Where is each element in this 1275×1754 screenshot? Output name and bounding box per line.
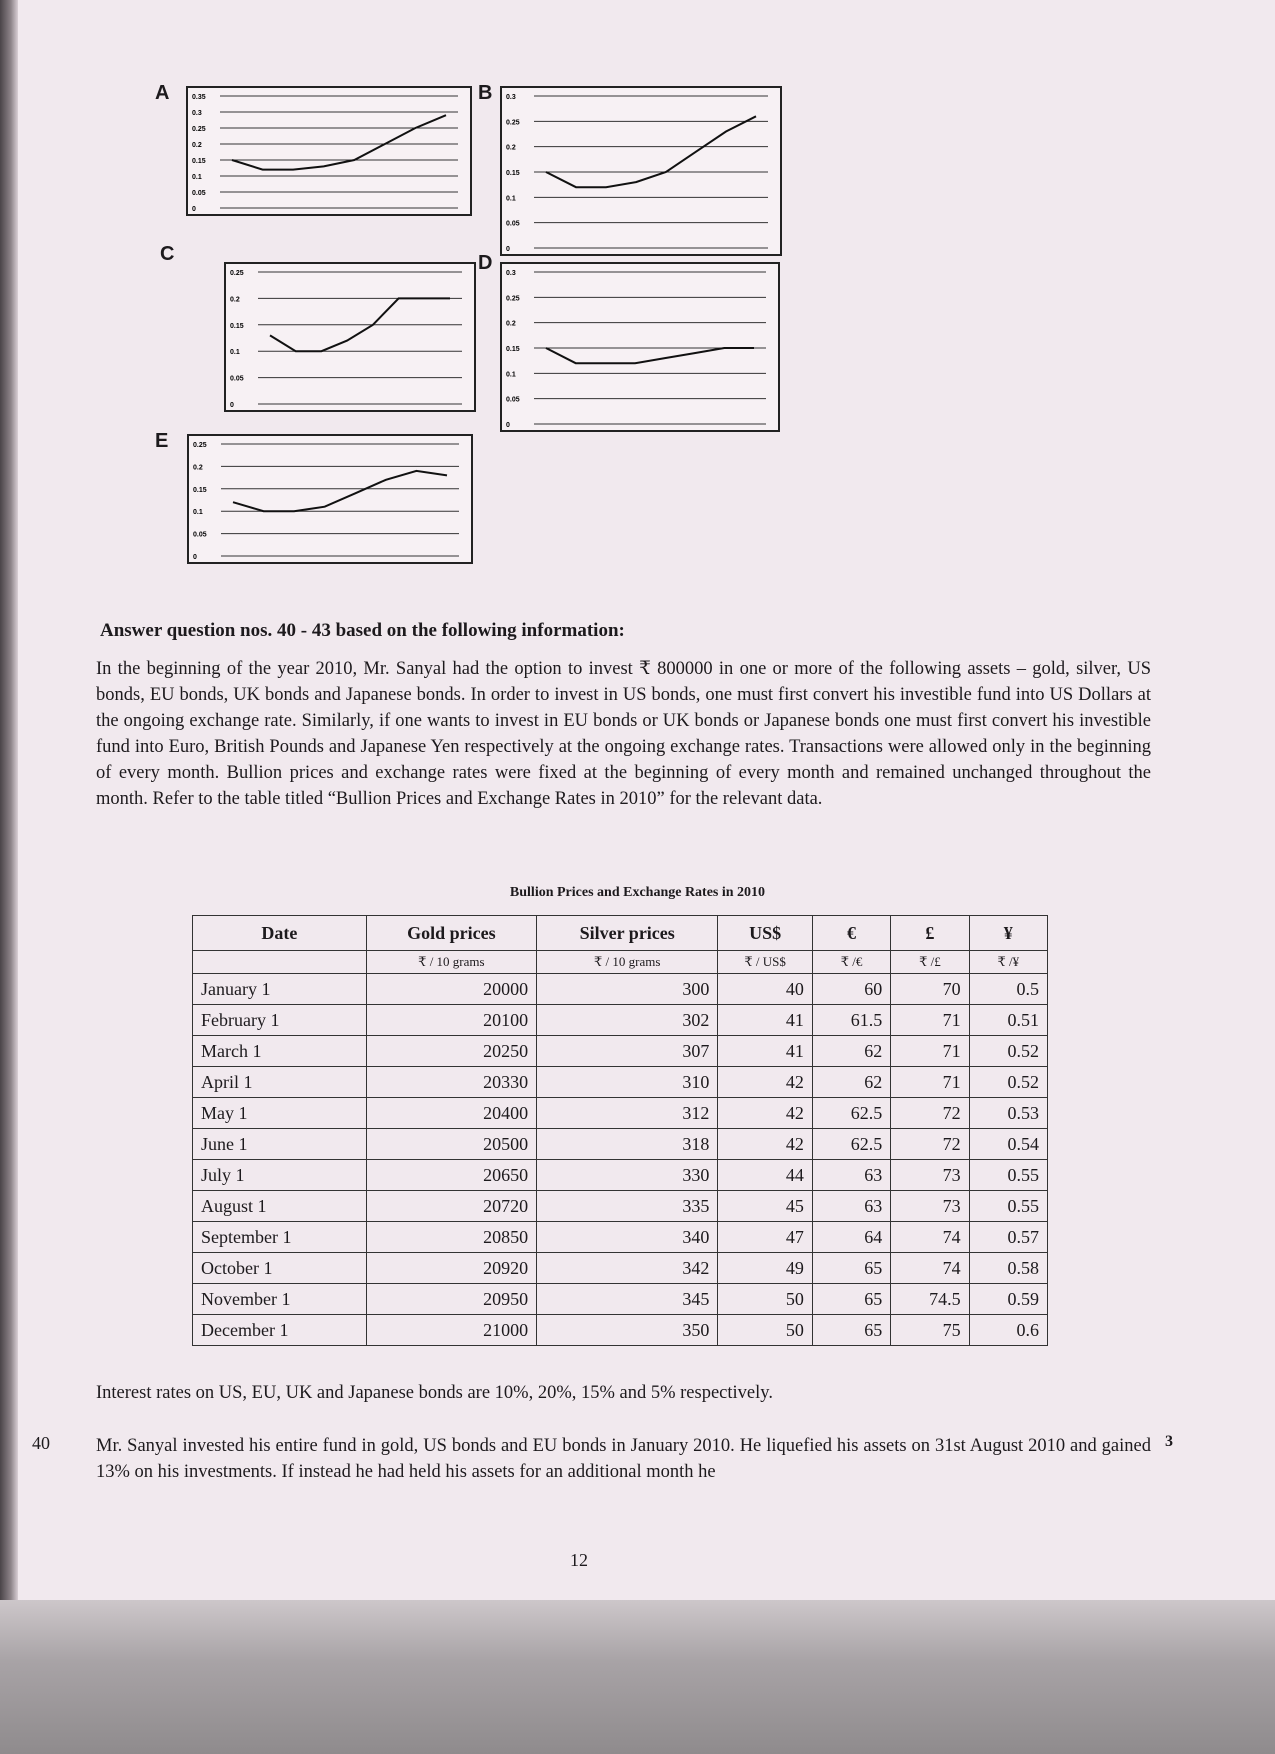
y-tick-label: 0.2 bbox=[193, 464, 203, 472]
value-cell: 20720 bbox=[366, 1191, 536, 1222]
units-row bbox=[193, 951, 1048, 974]
y-tick-label: 0.1 bbox=[193, 509, 203, 517]
y-tick-label: 0.25 bbox=[192, 126, 206, 133]
chart-curve bbox=[546, 116, 756, 187]
table-row bbox=[193, 1315, 1048, 1346]
value-cell: 73 bbox=[891, 1191, 969, 1222]
value-cell: 64 bbox=[812, 1222, 890, 1253]
value-cell: 74 bbox=[891, 1253, 969, 1284]
column-header: Date bbox=[193, 916, 367, 951]
chart-letter-label: A bbox=[155, 82, 170, 104]
date-cell: January 1 bbox=[193, 974, 367, 1005]
mini-line-chart bbox=[187, 434, 473, 564]
chart-svg bbox=[189, 436, 471, 562]
value-cell: 0.58 bbox=[969, 1253, 1047, 1284]
value-cell: 0.5 bbox=[969, 974, 1047, 1005]
chart-letter-label: D bbox=[478, 252, 493, 274]
y-tick-label: 0.05 bbox=[230, 375, 244, 383]
section-heading: Answer question nos. 40 - 43 based on the following information: bbox=[100, 620, 625, 641]
table-row bbox=[193, 1253, 1048, 1284]
value-cell: 20100 bbox=[366, 1005, 536, 1036]
date-cell: November 1 bbox=[193, 1284, 367, 1315]
page-edge-shadow bbox=[0, 0, 18, 1754]
unit-cell: ₹ /€ bbox=[812, 951, 890, 974]
bullion-table bbox=[192, 915, 1048, 1346]
y-tick-label: 0.3 bbox=[506, 270, 516, 277]
value-cell: 20500 bbox=[366, 1129, 536, 1160]
y-tick-label: 0.25 bbox=[230, 270, 244, 277]
y-tick-label: 0.25 bbox=[193, 442, 207, 449]
value-cell: 72 bbox=[891, 1129, 969, 1160]
value-cell: 65 bbox=[812, 1253, 890, 1284]
column-header: US$ bbox=[718, 916, 813, 951]
table-row bbox=[193, 1191, 1048, 1222]
y-tick-label: 0.05 bbox=[506, 220, 520, 228]
y-tick-label: 0 bbox=[506, 246, 510, 253]
y-tick-label: 0.2 bbox=[506, 320, 516, 328]
value-cell: 0.59 bbox=[969, 1284, 1047, 1315]
chart-curve bbox=[232, 115, 446, 169]
value-cell: 62 bbox=[812, 1067, 890, 1098]
value-cell: 0.52 bbox=[969, 1067, 1047, 1098]
date-cell: August 1 bbox=[193, 1191, 367, 1222]
value-cell: 42 bbox=[718, 1067, 813, 1098]
value-cell: 20250 bbox=[366, 1036, 536, 1067]
y-tick-label: 0.15 bbox=[193, 486, 207, 494]
value-cell: 300 bbox=[537, 974, 718, 1005]
column-header: ¥ bbox=[969, 916, 1047, 951]
date-cell: October 1 bbox=[193, 1253, 367, 1284]
information-paragraph: In the beginning of the year 2010, Mr. Sanyal had the option to invest ₹ 800000 in one or more of the following assets – gold, silver, US bonds, EU bonds, UK bonds and Japanese bonds. In order to invest in US bonds, one must first convert his investible fund into US Dollars at the ongoing exchange rate. Similarly, if one wants to invest in EU bonds or UK bonds or Japanese bonds one must first convert his investible fund into Euro, British Pounds and Japanese Yen respectively at the ongoing exchange rates. Transactions were allowed only in the beginning of every month. Bullion prices and exchange rates were fixed at the beginning of every month and remained unchanged throughout the month. Refer to the table titled “Bullion Prices and Exchange Rates in 2010” for the relevant data. bbox=[96, 659, 1151, 809]
value-cell: 0.57 bbox=[969, 1222, 1047, 1253]
chart-curve bbox=[233, 471, 447, 511]
y-tick-label: 0.05 bbox=[192, 190, 206, 197]
date-cell: February 1 bbox=[193, 1005, 367, 1036]
value-cell: 73 bbox=[891, 1160, 969, 1191]
date-cell: April 1 bbox=[193, 1067, 367, 1098]
date-cell: March 1 bbox=[193, 1036, 367, 1067]
value-cell: 20850 bbox=[366, 1222, 536, 1253]
y-tick-label: 0 bbox=[192, 206, 196, 213]
table-row bbox=[193, 974, 1048, 1005]
date-cell: June 1 bbox=[193, 1129, 367, 1160]
y-tick-label: 0.15 bbox=[506, 346, 520, 353]
y-tick-label: 0.2 bbox=[230, 296, 240, 304]
value-cell: 62.5 bbox=[812, 1098, 890, 1129]
column-header: £ bbox=[891, 916, 969, 951]
table-row bbox=[193, 1160, 1048, 1191]
scanner-bottom-band bbox=[0, 1600, 1275, 1754]
value-cell: 65 bbox=[812, 1315, 890, 1346]
value-cell: 302 bbox=[537, 1005, 718, 1036]
value-cell: 42 bbox=[718, 1129, 813, 1160]
value-cell: 49 bbox=[718, 1253, 813, 1284]
value-cell: 71 bbox=[891, 1036, 969, 1067]
y-tick-label: 0.25 bbox=[506, 119, 520, 127]
value-cell: 74.5 bbox=[891, 1284, 969, 1315]
chart-svg bbox=[226, 264, 474, 410]
date-cell: May 1 bbox=[193, 1098, 367, 1129]
value-cell: 45 bbox=[718, 1191, 813, 1222]
value-cell: 310 bbox=[537, 1067, 718, 1098]
y-tick-label: 0.1 bbox=[192, 174, 202, 181]
y-tick-label: 0.15 bbox=[506, 170, 520, 177]
question-text: Mr. Sanyal invested his entire fund in gold, US bonds and EU bonds in January 2010. He liquefied his assets on 31st August 2010 and gained 13% on his investments. If instead he had held his assets for an additional month he bbox=[96, 1436, 1151, 1482]
y-tick-label: 0.2 bbox=[192, 142, 202, 149]
chart-svg bbox=[502, 88, 780, 254]
table-row bbox=[193, 1222, 1048, 1253]
y-tick-label: 0.1 bbox=[506, 195, 516, 203]
value-cell: 0.53 bbox=[969, 1098, 1047, 1129]
value-cell: 61.5 bbox=[812, 1005, 890, 1036]
column-header: Silver prices bbox=[537, 916, 718, 951]
mini-line-chart bbox=[224, 262, 476, 412]
value-cell: 72 bbox=[891, 1098, 969, 1129]
value-cell: 47 bbox=[718, 1222, 813, 1253]
unit-cell: ₹ /¥ bbox=[969, 951, 1047, 974]
value-cell: 335 bbox=[537, 1191, 718, 1222]
value-cell: 44 bbox=[718, 1160, 813, 1191]
y-tick-label: 0.25 bbox=[506, 295, 520, 303]
value-cell: 40 bbox=[718, 974, 813, 1005]
value-cell: 41 bbox=[718, 1005, 813, 1036]
y-tick-label: 0.3 bbox=[192, 110, 202, 117]
mini-line-chart bbox=[186, 86, 472, 216]
value-cell: 62 bbox=[812, 1036, 890, 1067]
date-cell: September 1 bbox=[193, 1222, 367, 1253]
unit-cell: ₹ / 10 grams bbox=[537, 951, 718, 974]
value-cell: 318 bbox=[537, 1129, 718, 1160]
value-cell: 20400 bbox=[366, 1098, 536, 1129]
value-cell: 340 bbox=[537, 1222, 718, 1253]
table-row bbox=[193, 1098, 1048, 1129]
value-cell: 0.6 bbox=[969, 1315, 1047, 1346]
y-tick-label: 0 bbox=[230, 402, 234, 409]
value-cell: 0.54 bbox=[969, 1129, 1047, 1160]
value-cell: 0.55 bbox=[969, 1160, 1047, 1191]
value-cell: 62.5 bbox=[812, 1129, 890, 1160]
table-header-row bbox=[193, 916, 1048, 951]
value-cell: 0.55 bbox=[969, 1191, 1047, 1222]
value-cell: 60 bbox=[812, 974, 890, 1005]
table-title: Bullion Prices and Exchange Rates in 2010 bbox=[509, 885, 766, 900]
value-cell: 342 bbox=[537, 1253, 718, 1284]
date-cell: December 1 bbox=[193, 1315, 367, 1346]
value-cell: 74 bbox=[891, 1222, 969, 1253]
value-cell: 307 bbox=[537, 1036, 718, 1067]
value-cell: 63 bbox=[812, 1191, 890, 1222]
value-cell: 75 bbox=[891, 1315, 969, 1346]
y-tick-label: 0.15 bbox=[230, 322, 244, 330]
value-cell: 50 bbox=[718, 1315, 813, 1346]
y-tick-label: 0 bbox=[506, 422, 510, 429]
y-tick-label: 0.1 bbox=[506, 371, 516, 379]
table-row bbox=[193, 1129, 1048, 1160]
value-cell: 70 bbox=[891, 974, 969, 1005]
value-cell: 20650 bbox=[366, 1160, 536, 1191]
unit-cell: ₹ / 10 grams bbox=[366, 951, 536, 974]
y-tick-label: 0.05 bbox=[193, 531, 207, 539]
interest-rates-note: Interest rates on US, EU, UK and Japanese bonds are 10%, 20%, 15% and 5% respectively. bbox=[96, 1383, 773, 1403]
value-cell: 20330 bbox=[366, 1067, 536, 1098]
y-tick-label: 0.1 bbox=[230, 349, 240, 357]
page-number: 12 bbox=[570, 1550, 588, 1570]
mini-line-chart bbox=[500, 86, 782, 256]
question-number: 40 bbox=[32, 1433, 50, 1453]
value-cell: 21000 bbox=[366, 1315, 536, 1346]
chart-letter-label: B bbox=[478, 82, 493, 104]
table-row bbox=[193, 1036, 1048, 1067]
mini-line-chart bbox=[500, 262, 780, 432]
unit-cell: ₹ /£ bbox=[891, 951, 969, 974]
value-cell: 345 bbox=[537, 1284, 718, 1315]
table-row bbox=[193, 1067, 1048, 1098]
table-row bbox=[193, 1005, 1048, 1036]
value-cell: 20000 bbox=[366, 974, 536, 1005]
date-cell: July 1 bbox=[193, 1160, 367, 1191]
chart-letter-label: C bbox=[160, 243, 175, 265]
column-header: € bbox=[812, 916, 890, 951]
value-cell: 20950 bbox=[366, 1284, 536, 1315]
value-cell: 0.51 bbox=[969, 1005, 1047, 1036]
y-tick-label: 0.35 bbox=[192, 94, 206, 101]
y-tick-label: 0.15 bbox=[192, 158, 206, 165]
chart-curve bbox=[546, 348, 754, 363]
value-cell: 20920 bbox=[366, 1253, 536, 1284]
unit-cell bbox=[193, 951, 367, 974]
value-cell: 41 bbox=[718, 1036, 813, 1067]
value-cell: 65 bbox=[812, 1284, 890, 1315]
unit-cell: ₹ / US$ bbox=[718, 951, 813, 974]
question-marks: 3 bbox=[1165, 1433, 1173, 1450]
table-row bbox=[193, 1284, 1048, 1315]
value-cell: 312 bbox=[537, 1098, 718, 1129]
value-cell: 71 bbox=[891, 1005, 969, 1036]
value-cell: 0.52 bbox=[969, 1036, 1047, 1067]
chart-letter-label: E bbox=[155, 430, 169, 452]
y-tick-label: 0.05 bbox=[506, 396, 520, 404]
y-tick-label: 0.2 bbox=[506, 144, 516, 152]
value-cell: 63 bbox=[812, 1160, 890, 1191]
chart-svg bbox=[502, 264, 778, 430]
value-cell: 71 bbox=[891, 1067, 969, 1098]
chart-svg bbox=[188, 88, 470, 214]
value-cell: 50 bbox=[718, 1284, 813, 1315]
y-tick-label: 0.3 bbox=[506, 94, 516, 101]
y-tick-label: 0 bbox=[193, 554, 197, 561]
column-header: Gold prices bbox=[366, 916, 536, 951]
value-cell: 42 bbox=[718, 1098, 813, 1129]
value-cell: 330 bbox=[537, 1160, 718, 1191]
value-cell: 350 bbox=[537, 1315, 718, 1346]
